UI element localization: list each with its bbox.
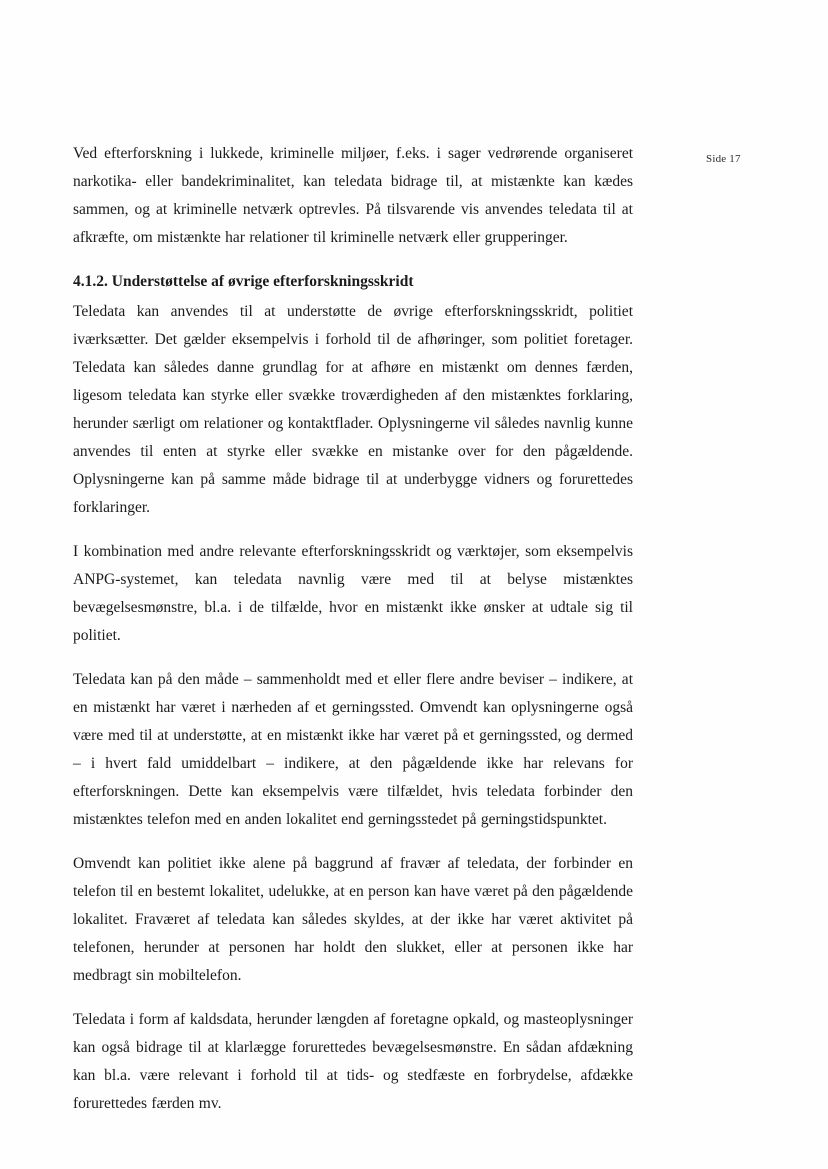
paragraph: Teledata kan på den måde – sammenholdt med et eller flere andre beviser – indikere, at en mistænkt har været i nærheden af et gerningssted. Omvendt kan oplysningerne også være med til at understøtte, at en mistænkt ikke har været på et gerningssted, og dermed – i hvert fald umiddelbart – indikere, at den pågældende ikke har relevans for efterforskningen. Dette kan eksempelvis være tilfældet, hvis teledata forbinder den mistænktes telefon med en anden lokalitet end gerningsstedet på gerningstidspunktet. [73, 671, 633, 828]
paragraph: Teledata i form af kaldsdata, herunder længden af foretagne opkald, og masteoplysninger kan også bidrage til at klarlægge forurettedes bevægelsesmønstre. En sådan afdækning kan bl.a. være relevant i forhold til at tids- og stedfæste en forbrydelse, afdække forurettedes færden mv. [73, 1011, 633, 1112]
page-number-label: Side 17 [706, 153, 741, 165]
paragraph-intro: Ved efterforskning i lukkede, kriminelle miljøer, f.eks. i sager vedrørende organiseret narkotika- eller bandekriminalitet, kan teledata bidrage til, at mistænkte kan kædes sammen, og at kriminelle netværk optrevles. På tilsvarende vis anvendes teledata til at afkræfte, om mistænkte har relationer til kriminelle netværk eller grupperinger. [73, 145, 633, 246]
section-heading: 4.1.2. Understøttelse af øvrige efterforskningsskridt [73, 273, 414, 290]
text-column [73, 140, 633, 1134]
paragraph: Teledata kan anvendes til at understøtte de øvrige efterforskningsskridt, politiet iværksætter. Det gælder eksempelvis i forhold til de afhøringer, som politiet foretager. Teledata kan således danne grundlag for at afhøre en mistænkt om dennes færden, ligesom teledata kan styrke eller svække troværdigheden af den mistænktes forklaring, herunder særligt om relationer og kontaktflader. Oplysningerne vil således navnlig kunne anvendes til enten at styrke eller svække en mistanke over for den pågældende. Oplysningerne kan på samme måde bidrage til at underbygge vidners og forurettedes forklaringer. [73, 303, 633, 516]
paragraph: I kombination med andre relevante efterforskningsskridt og værktøjer, som eksempelvis ANPG-systemet, kan teledata navnlig være med til at belyse mistænktes bevægelsesmønstre, bl.a. i de tilfælde, hvor en mistænkt ikke ønsker at udtale sig til politiet. [73, 543, 633, 644]
paragraph: Omvendt kan politiet ikke alene på baggrund af fravær af teledata, der forbinder en telefon til en bestemt lokalitet, udelukke, at en person kan have været på den pågældende lokalitet. Fraværet af teledata kan således skyldes, at der ikke har været aktivitet på telefonen, herunder at personen har holdt den slukket, eller at personen ikke har medbragt sin mobiltelefon. [73, 855, 633, 984]
